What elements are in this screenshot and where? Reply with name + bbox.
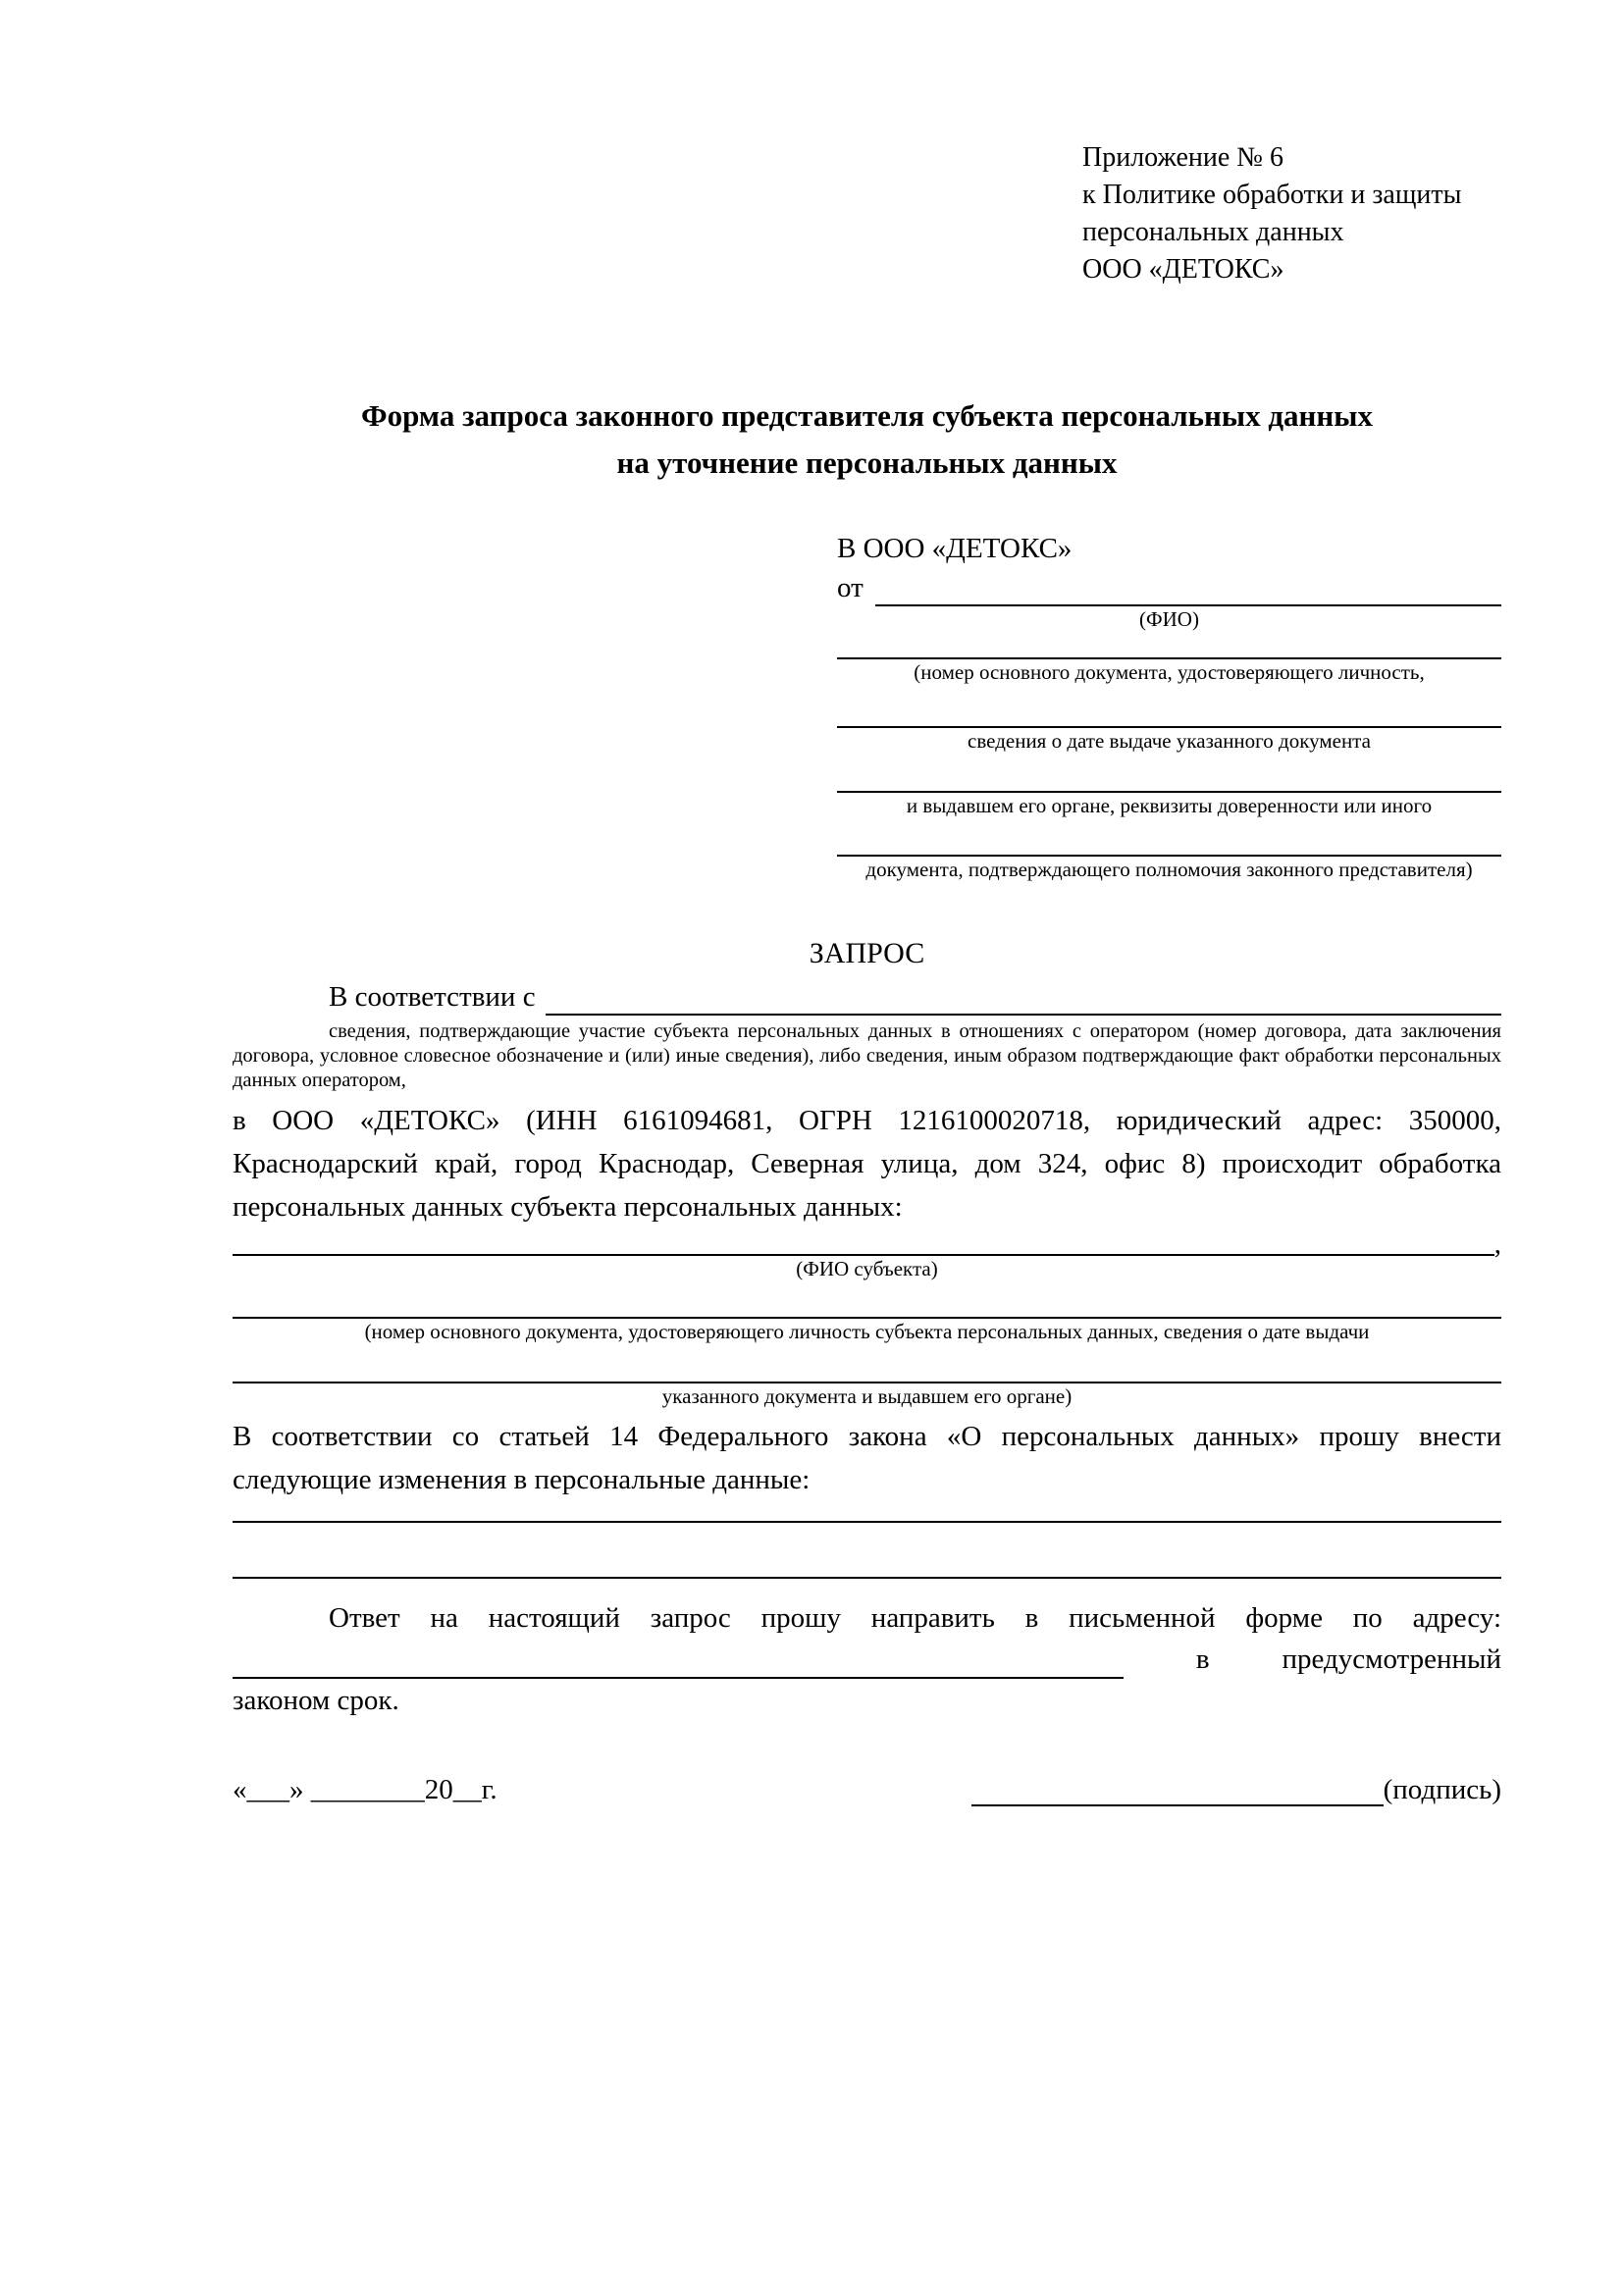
addressee-block: [837, 530, 1501, 882]
signature-group: [971, 1773, 1501, 1806]
subject-fio-blank-line: [233, 1230, 1494, 1256]
fio-caption: (ФИО): [1139, 607, 1199, 631]
subject-doc-blank-line: [233, 1281, 1501, 1319]
subject-fio-row: [233, 1228, 1501, 1260]
signature-blank-line: [971, 1773, 1384, 1806]
blank-caption: и выдавшем его органе, реквизиты доверенности или иного: [906, 794, 1433, 817]
subject-doc-caption: (номер основного документа, удостоверяющего личность субъекта персональных данных, сведения о дате выдачи: [364, 1320, 1370, 1343]
answer-address-row: [233, 1640, 1501, 1679]
answer-paragraph: Ответ на настоящий запрос прошу направить в письменной форме по адресу:: [329, 1602, 1501, 1634]
appendix-line: к Политике обработки и защиты: [1082, 180, 1462, 210]
subject-doc-caption: указанного документа и выдавшем его органе): [661, 1384, 1073, 1408]
date-field: «___» ________20__г.: [233, 1774, 497, 1805]
answer-word: в: [1195, 1644, 1210, 1675]
blank-caption: сведения о дате выдаче указанного документа: [968, 729, 1371, 753]
blank-caption: документа, подтверждающего полномочия законного представителя): [865, 858, 1473, 881]
from-row: [837, 569, 1501, 606]
appendix-line: ООО «ДЕТОКС»: [1082, 254, 1284, 285]
intro-row: [233, 978, 1501, 1016]
blank-caption: (номер основного документа, удостоверяющего личность,: [914, 660, 1425, 684]
appendix-line: персональных данных: [1082, 217, 1344, 247]
form-title-line-1: Форма запроса законного представителя субъекта персональных данных: [361, 398, 1373, 433]
changes-blank-line: [233, 1523, 1501, 1579]
representative-doc-blank-group: [837, 632, 1501, 882]
intro-note: сведения, подтверждающие участие субъекта персональных данных в отношениях с оператором (номер договора, дата заключения договора, условное словесное обозначение и (или) иные сведения), либо сведения, иным образом подтверждающие факт обработки персональных данных оператором,: [233, 1020, 1501, 1091]
changes-blank-line: [233, 1501, 1501, 1523]
intro-prefix: В соответствии с: [329, 981, 536, 1013]
blank-line: [837, 818, 1501, 857]
signature-caption: (подпись): [1383, 1774, 1501, 1805]
appendix-block: [1082, 139, 1501, 288]
answer-word: предусмотренный: [1282, 1644, 1501, 1675]
comma: ,: [1493, 1228, 1501, 1260]
article-paragraph: В соответствии со статьей 14 Федерального закона «О персональных данных» прошу внести следующие изменения в персональные данные:: [233, 1421, 1501, 1495]
form-title: [233, 392, 1501, 487]
addressee-to: В ООО «ДЕТОКС»: [837, 533, 1073, 564]
appendix-line: Приложение № 6: [1082, 142, 1283, 173]
blank-line: [837, 632, 1501, 659]
operator-paragraph: в ООО «ДЕТОКС» (ИНН 6161094681, ОГРН 1216100020718, юридический адрес: 350000, Краснодарский край, город Краснодар, Северная улица, дом 324, офис 8) происходит обработка персональных данных субъекта персональных данных:: [233, 1105, 1501, 1223]
answer-tail: законом срок.: [233, 1685, 399, 1716]
request-heading: ЗАПРОС: [809, 937, 925, 969]
blank-line: [837, 685, 1501, 728]
address-blank-line: [233, 1645, 1124, 1679]
blank-line: [837, 754, 1501, 793]
subject-fio-caption: (ФИО субъекта): [796, 1257, 938, 1280]
from-label: от: [837, 572, 864, 603]
footer-row: [233, 1773, 1501, 1806]
form-title-line-2: на уточнение персональных данных: [616, 445, 1118, 480]
subject-doc-blank-line: [233, 1344, 1501, 1383]
from-blank-line: [875, 571, 1501, 606]
intro-blank-line: [546, 984, 1501, 1016]
